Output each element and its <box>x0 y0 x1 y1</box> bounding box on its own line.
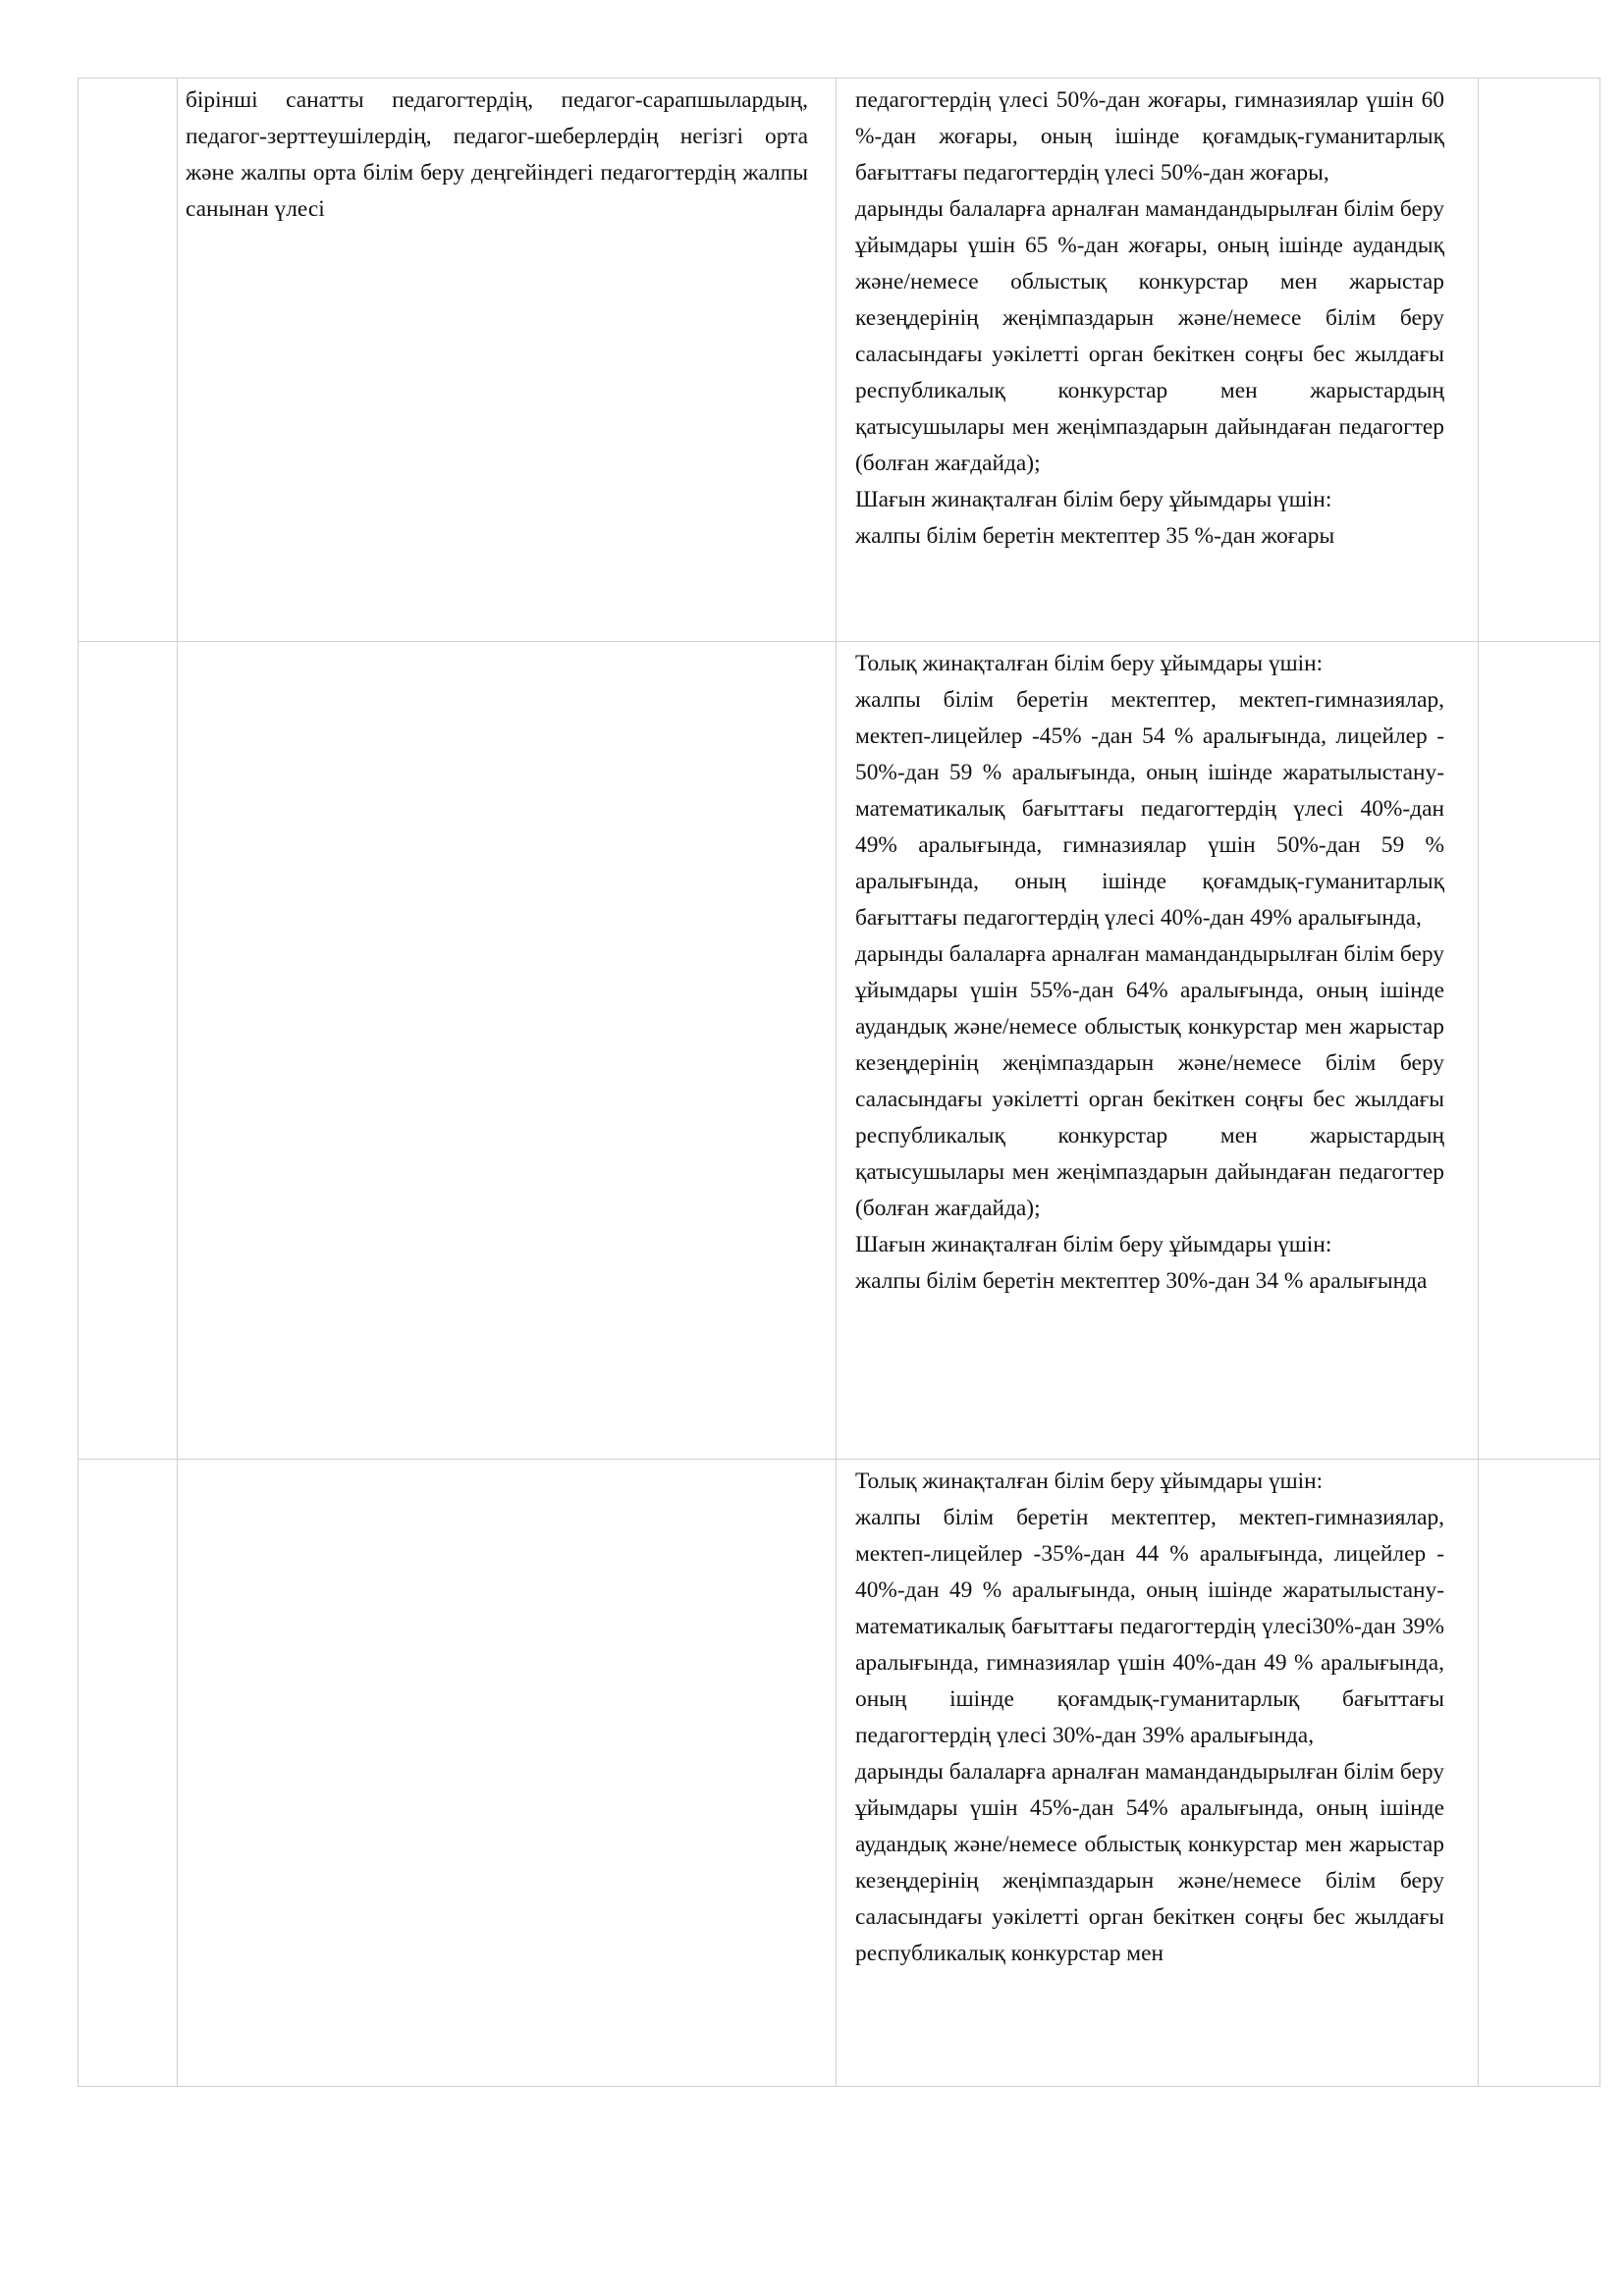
criteria-paragraph: Толық жинақталған білім беру ұйымдары үшін: <box>855 1468 1324 1494</box>
row2-number-cell <box>79 642 178 1460</box>
criteria-table <box>78 78 1600 2087</box>
indicator-description: бірінші санатты педагогтердің, педагог-сарапшылардың, педагог-зерттеушілердің, педагог-шеберлердің негізгі орта және жалпы орта білім беру деңгейіндегі педагогтердің жалпы санынан үлесі <box>186 87 808 222</box>
row2-indicator-cell <box>178 642 837 1460</box>
table-row <box>79 1460 1600 2087</box>
row1-criteria-cell <box>837 79 1479 642</box>
criteria-paragraph: дарынды балаларға арналған мамандандырылған білім беру ұйымдары үшін 45%-дан 54% аралығында, оның ішінде аудандық және/немесе облыстық конкурстар мен жарыстар кезеңдерінің жеңімпаздарын және/немесе білім беру саласындағы уәкілетті орган бекіткен соңғы бес жылдағы республикалық конкурстар мен <box>855 1759 1444 1966</box>
row2-criteria-cell <box>837 642 1479 1460</box>
row3-indicator-cell <box>178 1460 837 2087</box>
row1-number-cell <box>79 79 178 642</box>
row1-indicator-cell <box>178 79 837 642</box>
row3-criteria-cell <box>837 1460 1479 2087</box>
row1-score-cell <box>1479 79 1600 642</box>
table-row <box>79 79 1600 642</box>
criteria-paragraph: жалпы білім беретін мектептер, мектеп-гимназиялар, мектеп-лицейлер -45% -дан 54 % аралығында, лицейлер - 50%-дан 59 % аралығында, оның ішінде жаратылыстану-математикалық бағыттағы педагогтердің үлесі 40%-дан 49% аралығында, гимназиялар үшін 50%-дан 59 % аралығында, оның ішінде қоғамдық-гуманитарлық бағыттағы педагогтердің үлесі 40%-дан 49% аралығында, <box>855 687 1444 931</box>
row2-score-cell <box>1479 642 1600 1460</box>
criteria-paragraph: Шағын жинақталған білім беру ұйымдары үшін: <box>855 1232 1332 1257</box>
criteria-paragraph: дарынды балаларға арналған мамандандырылған білім беру ұйымдары үшін 55%-дан 64% аралығында, оның ішінде аудандық және/немесе облыстық конкурстар мен жарыстар кезеңдерінің жеңімпаздарын және/немесе білім беру саласындағы уәкілетті орган бекіткен соңғы бес жылдағы республикалық конкурстар мен жарыстардың қатысушылары мен жеңімпаздарын дайындаған педагогтер (болған жағдайда); <box>855 941 1444 1221</box>
table-row <box>79 642 1600 1460</box>
criteria-paragraph: Толық жинақталған білім беру ұйымдары үшін: <box>855 651 1324 676</box>
criteria-paragraph: жалпы білім беретін мектептер 30%-дан 34 % аралығында <box>855 1268 1428 1294</box>
criteria-paragraph: педагогтердің үлесі 50%-дан жоғары, гимназиялар үшін 60 %-дан жоғары, оның ішінде қоғамдық-гуманитарлық бағыттағы педагогтердің үлесі 50%-дан жоғары, <box>855 87 1444 186</box>
criteria-paragraph: жалпы білім беретін мектептер 35 %-дан жоғары <box>855 523 1335 549</box>
criteria-paragraph: Шағын жинақталған білім беру ұйымдары үшін: <box>855 487 1332 512</box>
row3-score-cell <box>1479 1460 1600 2087</box>
criteria-paragraph: жалпы білім беретін мектептер, мектеп-гимназиялар, мектеп-лицейлер -35%-дан 44 % аралығында, лицейлер - 40%-дан 49 % аралығында, оның ішінде жаратылыстану-математикалық бағыттағы педагогтердің үлесі30%-дан 39% аралығында, гимназиялар үшін 40%-дан 49 % аралығында, оның ішінде қоғамдық-гуманитарлық бағыттағы педагогтердің үлесі 30%-дан 39% аралығында, <box>855 1505 1444 1748</box>
criteria-paragraph: дарынды балаларға арналған мамандандырылған білім беру ұйымдары үшін 65 %-дан жоғары, оның ішінде аудандық және/немесе облыстық конкурстар мен жарыстар кезеңдерінің жеңімпаздарын және/немесе білім беру саласындағы уәкілетті орган бекіткен соңғы бес жылдағы республикалық конкурстар мен жарыстардың қатысушылары мен жеңімпаздарын дайындаған педагогтер (болған жағдайда); <box>855 196 1444 476</box>
row3-number-cell <box>79 1460 178 2087</box>
